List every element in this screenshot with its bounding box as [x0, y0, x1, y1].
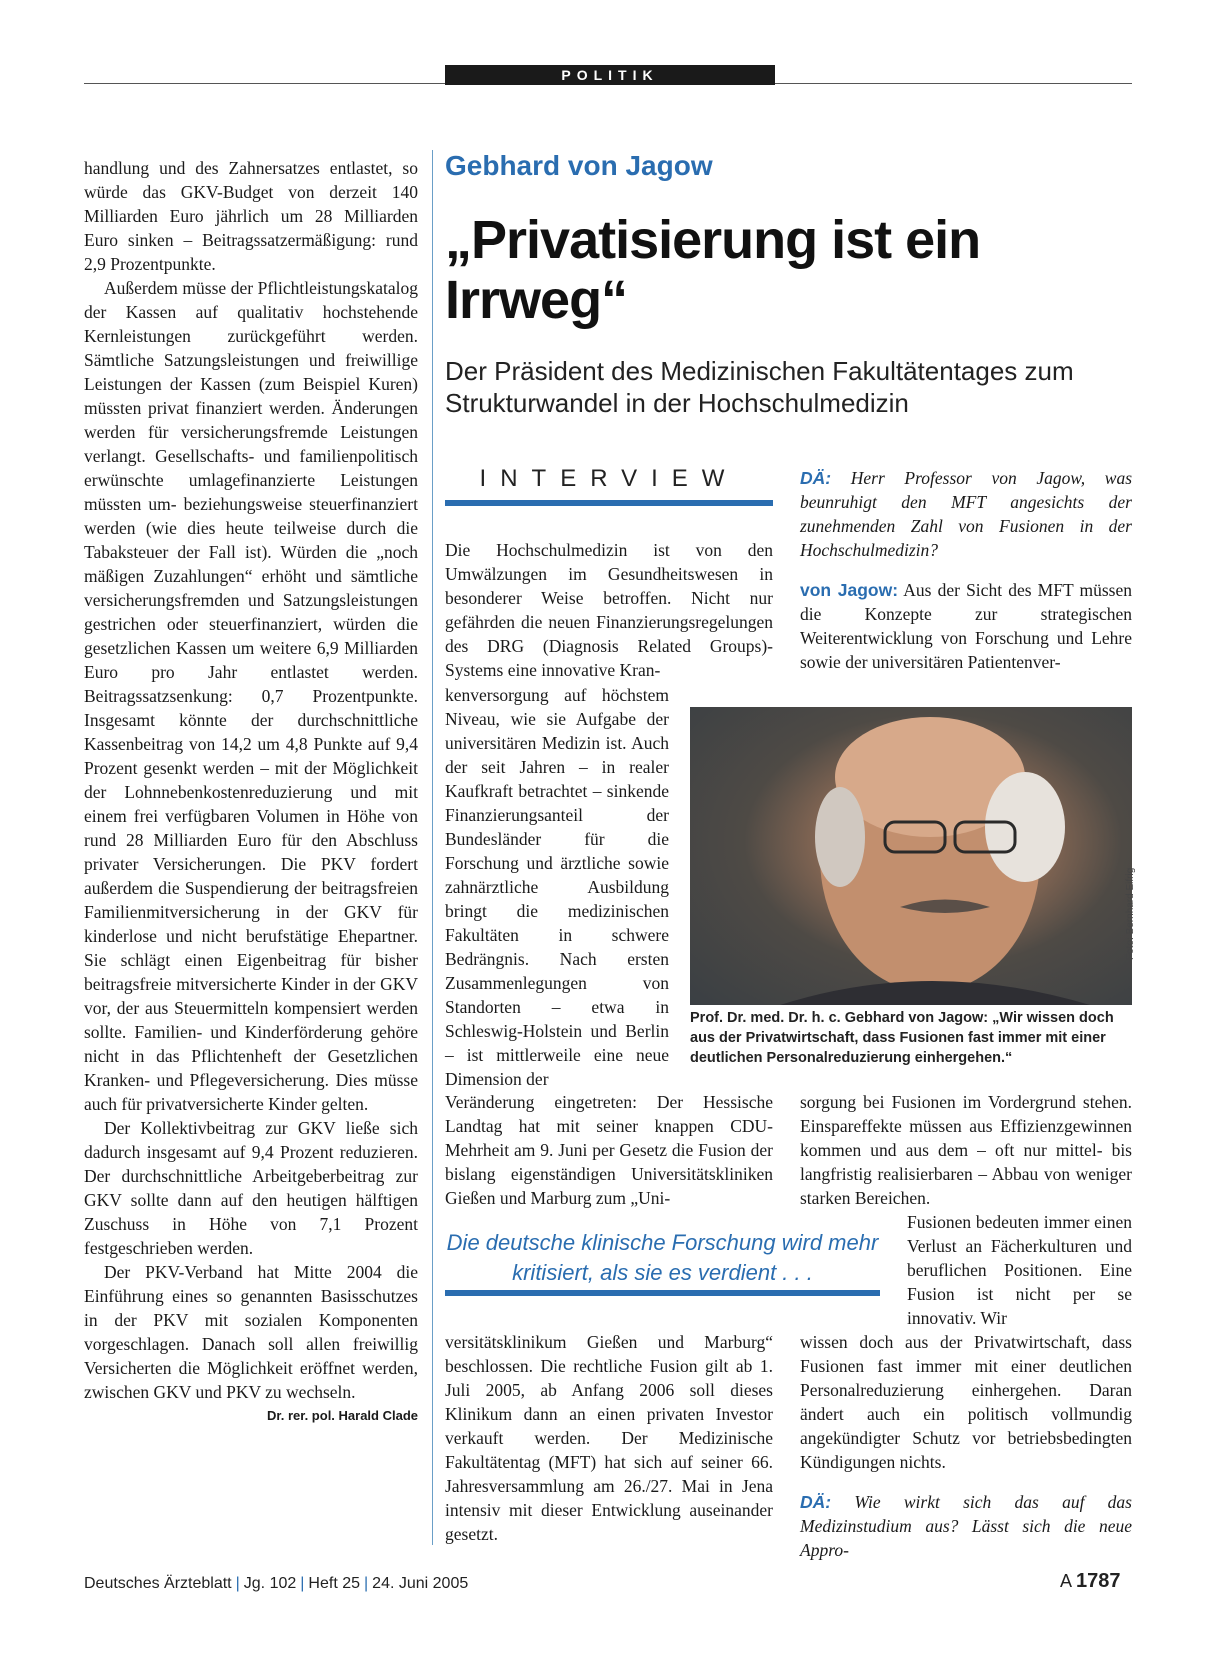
intro-text-a — [445, 538, 773, 682]
interview-label: INTERVIEW — [479, 465, 739, 492]
interview-rule — [445, 500, 773, 506]
page-number-value: 1787 — [1076, 1570, 1121, 1592]
interview-column-top — [800, 466, 1132, 674]
question-label: DÄ: — [800, 468, 832, 488]
left-paragraph: Außerdem müsse der Pflichtleistungskatalog der Kassen auf qualitativ hochstehende Kernleistungen zurückgeführt werden. Sämtliche Satzungsleistungen und freiwillige Leistungen der Kassen (zum Beispiel Kuren) müssten privat finanziert werden. Änderungen werden für versicherungsfremde Leistungen verlangt. Gesellschafts- und familienpolitisch erwünschte umlagefinanzierte Leistungen müssten um- beziehungsweise steuerfinanziert werden (wie dies heute teilweise durch die Tabaksteuer der Fall ist). Würden die „noch mäßigen Zuzahlungen“ erhöht und sämtliche versicherungsfremden und Satzungsleistungen gestrichen oder steuerfinanziert, würden die gesetzlichen Kassen um weitere 6,9 Milliarden Euro pro Jahr entlastet werden. Beitragssatzsenkung: 0,7 Prozentpunkte. Insgesamt könnte der durchschnittliche Kassenbeitrag von 14,2 um 4,8 Punkte auf 9,4 Prozent gesenkt werden – mit der Möglichkeit der Lohnnebenkostenreduzierung und mit einem frei verfügbaren Volumen in Höhe von rund 28 Milliarden Euro für den Abschluss privater Versicherungen. Die PKV fordert außerdem die Suspendierung der beitragsfreien Familienmitversicherung in der GKV für kinderlose und nicht berufstätige Ehepartner. Sie schlägt einen Eigenbeitrag für bisher beitragsfreie mitversicherte Kinder in der GKV vor, der aus Steuermitteln kompensiert werden sollte. Familien- und Kinderförderung gehöre nicht in das Pflichtenheft der Gesetzlichen Kranken- und Pflegeversicherung. Dies müsse auch für privatversicherte Kinder gelten. — [84, 278, 418, 1114]
intro-text-d — [445, 1330, 773, 1546]
article-kicker: Gebhard von Jagow — [445, 150, 713, 181]
question-2 — [800, 1490, 1132, 1562]
question-1 — [800, 466, 1132, 562]
photo-credit: Foto: Bernhard Eifrig — [1125, 867, 1136, 960]
author-byline: Dr. rer. pol. Harald Clade — [267, 1408, 418, 1423]
answer-continuation: Fusionen bedeuten immer einen Verlust an Fächerkulturen und beruflichen Positionen. Eine Fusion ist nicht per se innovativ. Wir — [907, 1212, 1132, 1328]
portrait-photo — [690, 707, 1132, 1005]
page-number — [1060, 1570, 1121, 1593]
interview-column-wrap — [907, 1210, 1132, 1330]
answer-continuation: sorgung bei Fusionen im Vordergrund stehen. Einspareffekte müssen aus Effizienzgewinnen kommen und aus dem – oft nur mittel- bis langfristig realisierbaren – Abbau von weniger starken Bereichen. — [800, 1092, 1132, 1208]
portrait-illustration — [690, 707, 1132, 1005]
question-text: Wie wirkt sich das auf das Medizinstudium aus? Lässt sich die neue Appro- — [800, 1492, 1132, 1560]
intro-paragraph: Die Hochschulmedizin ist von den Umwälzungen im Gesundheitswesen in besonderer Weise betroffen. Nicht nur gefährden die neuen Finanzierungsregelungen des DRG (Diagnosis Related Groups)-Systems eine innovative Kran- — [445, 540, 773, 680]
page-footer: Deutsches Ärzteblatt | Jg. 102 | Heft 25 | 24. Juni 2005 — [84, 1575, 469, 1592]
left-paragraph — [84, 1260, 418, 1423]
page-prefix: A — [1060, 1571, 1072, 1591]
left-paragraph: Der Kollektivbeitrag zur GKV ließe sich dadurch insgesamt auf 9,4 Prozent reduzieren. Der durchschnittliche Arbeitgeberbeitrag zur GKV sollte dann auf den heutigen hälftigen Zuschuss in Höhe von 7,1 Prozent festgeschrieben werden. — [84, 1118, 418, 1258]
left-paragraph: handlung und des Zahnersatzes entlastet, so würde das GKV-Budget von derzeit 140 Milliarden Euro jährlich um 28 Milliarden Euro sinken – Beitragssatzermäßigung: rund 2,9 Prozentpunkte. — [84, 158, 418, 274]
issue: Heft 25 — [308, 1575, 361, 1592]
volume: Jg. 102 — [243, 1575, 297, 1592]
answer-1 — [800, 578, 1132, 674]
left-paragraph-text: Der PKV-Verband hat Mitte 2004 die Einführung eines so genannten Basisschutzes in der PKV mit sozialen Komponenten vorgeschlagen. Danach soll allen freiwillig Versicherten die Möglichkeit eröffnet werden, zwischen GKV und PKV zu wechseln. — [84, 1262, 418, 1402]
photo-caption: Prof. Dr. med. Dr. h. c. Gebhard von Jagow: „Wir wissen doch aus der Privatwirtschaft, dass Fusionen fast immer mit einer deutlichen Personalreduzierung einhergehen.“ — [690, 1010, 1114, 1066]
intro-text-b — [445, 683, 669, 1091]
section-badge: POLITIK — [445, 65, 775, 85]
answer-continuation: wissen doch aus der Privatwirtschaft, dass Fusionen fast immer mit einer deutlichen Personalreduzierung einhergehen. Daran ändert auch ein politisch vollmundig angekündigter Schutz vor betriebsbedingten Kündigungen nichts. — [800, 1332, 1132, 1472]
left-column — [84, 156, 418, 1428]
column-divider — [432, 150, 433, 1545]
intro-text-c — [445, 1090, 773, 1210]
question-text: Herr Professor von Jagow, was beunruhigt den MFT angesichts der zunehmenden Zahl von Fusionen in der Hochschulmedizin? — [800, 468, 1133, 560]
pull-quote: Die deutsche klinische Forschung wird mehr kritisiert, als sie es verdient . . . — [446, 1230, 879, 1285]
intro-paragraph: Veränderung eingetreten: Der Hessische Landtag hat mit seiner knappen CDU-Mehrheit am 9. Juni per Gesetz die Fusion der bislang eigenständigen Universitätskliniken Gießen und Marburg zum „Uni- — [445, 1092, 773, 1208]
article-headline: „Privatisierung ist ein Irrweg“ — [445, 210, 981, 330]
answer-label: von Jagow: — [800, 580, 899, 600]
interview-column-mid — [800, 1090, 1132, 1210]
issue-date: 24. Juni 2005 — [372, 1575, 469, 1592]
answer-text: Aus der Sicht des MFT müssen die Konzepte zur strategischen Weiterentwicklung von Forschung und Lehre sowie der universitären Patientenver- — [800, 580, 1132, 672]
interview-column-bottom — [800, 1330, 1132, 1562]
journal-name: Deutsches Ärzteblatt — [84, 1575, 232, 1592]
intro-paragraph: kenversorgung auf höchstem Niveau, wie sie Aufgabe der universitären Medizin ist. Auch der seit Jahren – in realer Kaufkraft betrachtet – sinkende Finanzierungsanteil der Bundesländer für die Forschung und ärztliche sowie zahnärztliche Ausbildung bringt die medizinischen Fakultäten in schwere Bedrängnis. Nach ersten Zusammenlegungen von Standorten – etwa in Schleswig-Holstein und Berlin – ist mittlerweile eine neue Dimension der — [445, 685, 669, 1089]
article-subhead: Der Präsident des Medizinischen Fakultätentages zum Strukturwandel in der Hochschulmedizin — [445, 356, 1074, 418]
pull-quote-rule — [445, 1290, 880, 1296]
intro-paragraph: versitätsklinikum Gießen und Marburg“ beschlossen. Die rechtliche Fusion gilt ab 1. Juli 2005, ab Anfang 2006 soll dieses Klinikum dann an einen privaten Investor verkauft werden. Der Medizinische Fakultätentag (MFT) hat sich auf seiner 66. Jahresversammlung am 26./27. Mai in Jena intensiv mit dieser Entwicklung auseinander gesetzt. — [445, 1332, 773, 1544]
question-label: DÄ: — [800, 1492, 832, 1512]
